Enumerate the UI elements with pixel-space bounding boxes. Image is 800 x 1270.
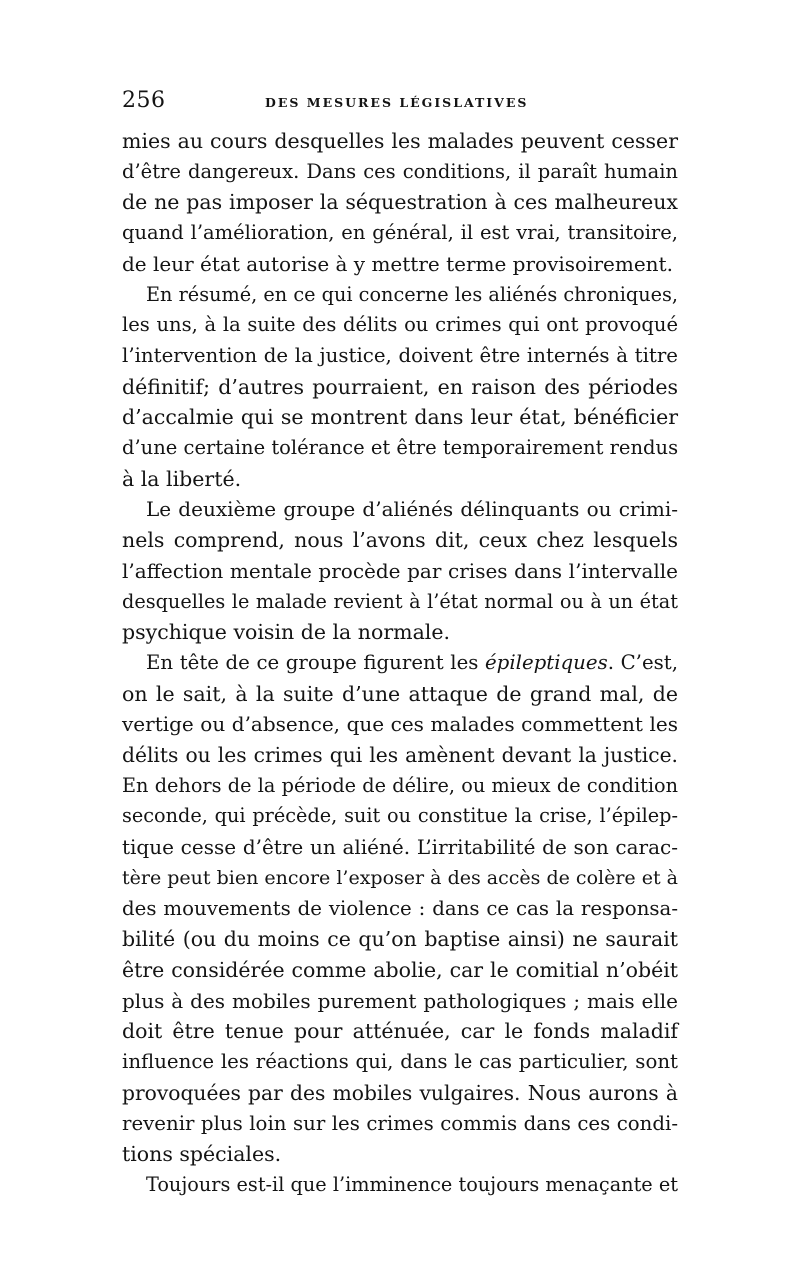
- text-line: nels comprend, nous l’avons dit, ceux chez lesquels: [122, 528, 678, 553]
- text-line: d’être dangereux. Dans ces conditions, il paraît humain: [122, 159, 678, 183]
- text-line: les uns, à la suite des délits ou crimes qui ont provoqué: [122, 313, 678, 337]
- text-line: être considérée comme abolie, car le comitial n’obéit: [122, 957, 678, 982]
- text-line: seconde, qui précède, suit ou constitue la crise, l’épilep-: [122, 804, 678, 828]
- text-line: des mouvements de violence : dans ce cas la responsa-: [122, 896, 678, 920]
- text-line: En résumé, en ce qui concerne les aliénés chroniques,: [146, 282, 678, 306]
- text-line: d’une certaine tolérance et être temporairement rendus: [122, 436, 679, 460]
- text-line: plus à des mobiles purement pathologiques ; mais elle: [122, 988, 678, 1013]
- text-line: tère peut bien encore l’exposer à des accès de colère et à: [122, 866, 678, 889]
- text-line: définitif; d’autres pourraient, en raison des périodes: [122, 374, 678, 399]
- text-line: l’intervention de la justice, doivent être internés à titre: [122, 343, 678, 367]
- text-line: desquelles le malade revient à l’état normal ou à un état: [122, 589, 678, 613]
- text-line: bilité (ou du moins ce qu’on baptise ainsi) ne saurait: [122, 927, 678, 952]
- text-line: de leur état autorise à y mettre terme provisoirement.: [122, 251, 673, 276]
- running-head: [122, 88, 678, 118]
- text-run: En tête de ce groupe figurent les: [146, 650, 485, 674]
- text-line: délits ou les crimes qui les amènent devant la justice.: [122, 743, 678, 768]
- text-line: mies au cours desquelles les malades peuvent cesser: [122, 129, 678, 153]
- text-line: Le deuxième groupe d’aliénés délinquants ou crimi-: [146, 497, 678, 522]
- text-line: psychique voisin de la normale.: [122, 620, 450, 645]
- body-text: [122, 126, 678, 1201]
- text-line: [122, 648, 678, 679]
- text-line: provoquées par des mobiles vulgaires. Nous aurons à: [122, 1080, 678, 1105]
- text-line: tions spéciales.: [122, 1142, 282, 1167]
- running-title: DES MESURES LÉGISLATIVES: [265, 95, 529, 110]
- text-run: . C’est,: [607, 650, 678, 674]
- text-line: Toujours est-il que l’imminence toujours menaçante et: [146, 1172, 678, 1196]
- text-line: En dehors de la période de délire, ou mieux de condition: [122, 773, 678, 797]
- italic-term: épileptiques: [484, 650, 608, 674]
- text-line: quand l’amélioration, en général, il est vrai, transitoire,: [122, 221, 678, 245]
- text-line: l’affection mentale procède par crises dans l’intervalle: [122, 558, 678, 583]
- page-number: 256: [122, 88, 166, 113]
- text-line: d’accalmie qui se montrent dans leur état, bénéficier: [122, 405, 678, 430]
- text-line: à la liberté.: [122, 466, 242, 491]
- text-line: vertige ou d’absence, que ces malades commettent les: [122, 712, 678, 737]
- text-line: de ne pas imposer la séquestration à ces malheureux: [122, 190, 678, 215]
- text-line: influence les réactions qui, dans le cas particulier, sont: [122, 1050, 678, 1074]
- text-line: revenir plus loin sur les crimes commis dans ces condi-: [122, 1111, 678, 1135]
- text-line: tique cesse d’être un aliéné. L’irritabilité de son carac-: [122, 835, 678, 860]
- text-line: on le sait, à la suite d’une attaque de grand mal, de: [122, 681, 678, 706]
- text-line: doit être tenue pour atténuée, car le fonds maladif: [122, 1019, 678, 1044]
